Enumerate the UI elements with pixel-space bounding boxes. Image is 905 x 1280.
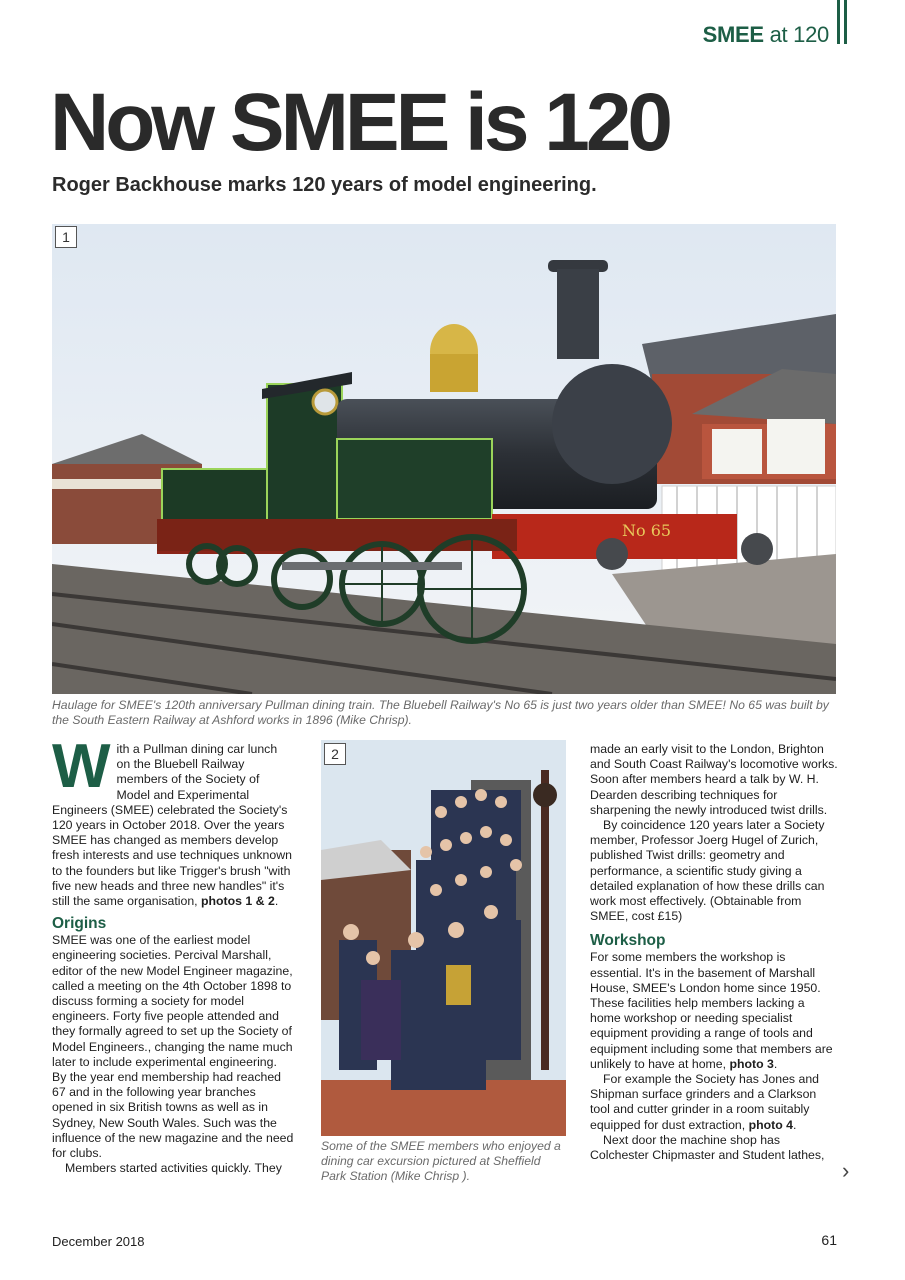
dropcap: W — [52, 732, 111, 801]
workshop-paragraph: For some members the workshop is essential. It's in the basement of Marshall House, SMEE's London home since 1950. These facilities help members lacking a home workshop or needing specialist equipment providing a range of tools and equipment including some that members are unlikely to have at home, photo 3. — [590, 950, 833, 1071]
photo-2-caption: Some of the SMEE members who enjoyed a dining car excursion pictured at Sheffield Park Station (Mike Chrisp ). — [321, 1139, 561, 1183]
col3-paragraph-1: made an early visit to the London, Brighton and South Coast Railway's locomotive works. Soon after members heard a talk by W. H. Dearden describing techniques for sharpening the newly introduced twist drills. — [590, 742, 838, 817]
page-title: Now SMEE is 120 — [50, 77, 670, 168]
photo-ref: photos 1 & 2 — [201, 894, 275, 909]
article-column-3 — [590, 742, 838, 1163]
footer-date: December 2018 — [52, 1234, 145, 1249]
page-number: 61 — [821, 1232, 837, 1248]
origins-heading: Origins — [52, 915, 107, 933]
section-label — [703, 22, 829, 48]
article-column-1 — [52, 732, 294, 1176]
locomotive-plate-text: No 65 — [622, 521, 672, 540]
chevron-right-icon[interactable]: › — [842, 1158, 850, 1183]
grinders-paragraph: For example the Society has Jones and Shipman surface grinders and a Clarkson tool and cutter grinder in a room suitably equipped for dust extraction, photo 4. — [590, 1072, 820, 1132]
intro-paragraph: With a Pullman dining car lunch on the Bluebell Railway members of the Society of Model and Experimental Engineers (SMEE) celebrated the Society's 120 years in October 2018. Over the years SMEE has changed as members develop fresh interests and use techniques unknown to the founders but like Trigger's brush "with five new heads and three new handles" it's still the same organisation, photos 1 & 2. — [52, 732, 292, 909]
section-label-bold: SMEE — [702, 22, 764, 47]
photo-ref: photo 4 — [748, 1117, 793, 1132]
photo-ref: photo 3 — [729, 1056, 774, 1071]
hero-photo-locomotive — [52, 224, 836, 694]
photo-number-2: 2 — [324, 743, 346, 765]
origins-paragraph: SMEE was one of the earliest model engineering societies. Percival Marshall, editor of the new Model Engineer magazine, called a meeting on the 4th October 1898 to discuss forming a society for model engineers. Forty five people attended and they formally agreed to set up the Society of Model Engineers., changing the name much later to include experimental engineering. By the year end membership had reached 67 and in the following year branches opened in six British towns as well as in Sydney, New South Wales. Such was the influence of the new magazine and the need for clubs. — [52, 933, 294, 1161]
members-paragraph: Members started activities quickly. They — [65, 1161, 282, 1176]
photo-number-1: 1 — [55, 226, 77, 248]
machine-shop-paragraph: Next door the machine shop has Colchester Chipmaster and Student lathes, — [590, 1132, 825, 1163]
workshop-heading: Workshop — [590, 932, 666, 950]
photo-1-caption: Haulage for SMEE's 120th anniversary Pullman dining train. The Bluebell Railway's No 65 is just two years older than SMEE! No 65 was built by the South Eastern Railway at Ashford works in 1896 (Mike Chrisp). — [52, 698, 829, 727]
section-label-rest: at 120 — [763, 22, 829, 47]
section-bars — [837, 0, 849, 44]
group-photo-members — [321, 740, 566, 1136]
col3-paragraph-2: By coincidence 120 years later a Society member, Professor Joerg Hugel of Zurich, published Twist drills: geometry and performance, a scientific study giving a detailed explanation of how these drills can work most effectively. (Obtainable from SMEE, cost £15) — [590, 818, 825, 924]
standfirst: Roger Backhouse marks 120 years of model engineering. — [52, 174, 597, 196]
